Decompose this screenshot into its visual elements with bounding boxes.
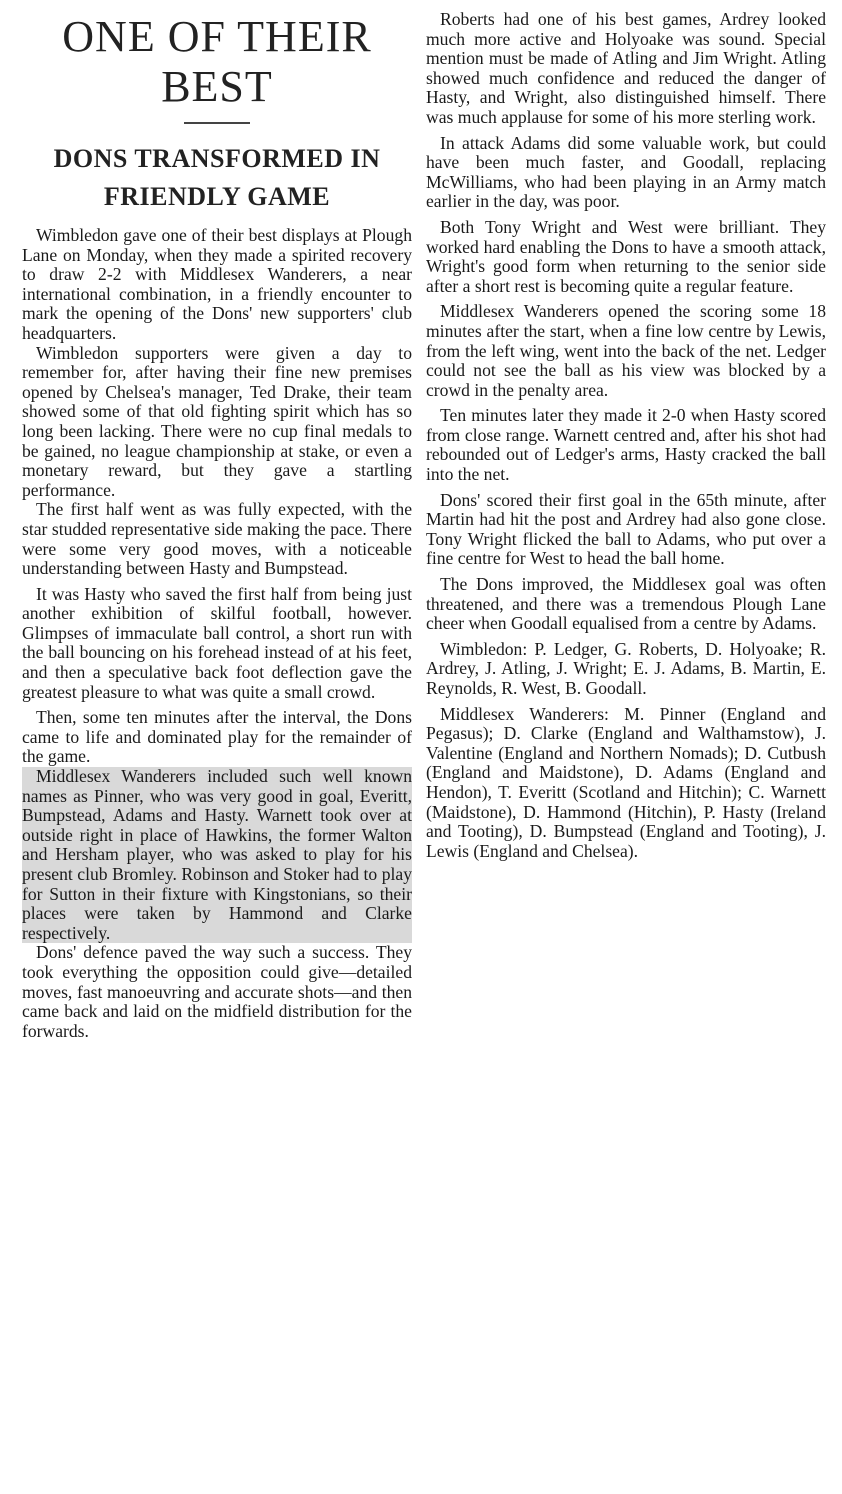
article-paragraph: In attack Adams did some valuable work, but could have been much faster, and Goodall, replacing McWilliams, who had been playing in an Army match earlier in the day, was poor. — [426, 132, 826, 212]
left-column — [22, 6, 412, 1041]
article-paragraph: Roberts had one of his best games, Ardrey looked much more active and Holyoake was sound. Special mention must be made of Atling and Jim Wright. Atling showed much confidence and reduced the danger of Hasty, and Wright, also distinguished himself. There was much applause for some of his more sterling work. — [426, 9, 826, 127]
right-column — [426, 10, 826, 861]
middlesex-wanderers-lineup: Middlesex Wanderers: M. Pinner (England and Pegasus); D. Clarke (England and Walthamstow), J. Valentine (England and Northern Nomads); D. Cutbush (England and Maidstone), D. Adams (England and Hendon), T. Everitt (Scotland and Hitchin); C. Warnett (Maidstone), D. Hammond (Hitchin), P. Hasty (Ireland and Tooting), D. Bumpstead (England and Tooting), J. Lewis (England and Chelsea). — [426, 703, 826, 861]
headline: ONE OF THEIR BEST — [62, 12, 372, 111]
article-paragraph: Ten minutes later they made it 2-0 when Hasty scored from close range. Warnett centred and, after his shot had rebounded out of Ledger's arms, Hasty cracked the ball into the net. — [426, 405, 826, 485]
article-paragraph: Wimbledon gave one of their best displays at Plough Lane on Monday, when they made a spirited recovery to draw 2-2 with Middlesex Wanderers, a near international combination, in a friendly encounter to mark the opening of the Dons' new supporters' club headquarters. — [22, 225, 412, 343]
article-paragraph: Wimbledon supporters were given a day to remember for, after having their fine new premises opened by Chelsea's manager, Ted Drake, their team showed some of that old fighting spirit which has so long been lacking. There were no cup final medals to be gained, no league championship at stake, or even a monetary reward, but they gave a startling performance. — [22, 342, 412, 500]
article-paragraph: Dons' scored their first goal in the 65th minute, after Martin had hit the post and Ardrey had also gone close. Tony Wright flicked the ball to Adams, who put over a fine centre for West to head the ball home. — [426, 489, 826, 569]
article-paragraph: Middlesex Wanderers included such well known names as Pinner, who was very good in goal, Everitt, Bumpstead, Adams and Hasty. Warnett took over at outside right in place of Hawkins, the former Walton and Hersham player, who was asked to play for his present club Bromley. Robinson and Stoker had to play for Sutton in their fixture with Kingstonians, so their places were taken by Hammond and Clarke respectively. — [22, 766, 412, 943]
team-lineups — [426, 640, 826, 862]
article-paragraph: The Dons improved, the Middlesex goal was often threatened, and there was a tremendous Plough Lane cheer when Goodall equalised from a centre by Adams. — [426, 574, 826, 634]
article-paragraph: Both Tony Wright and West were brilliant. They worked hard enabling the Dons to have a smooth attack, Wright's good form when returning to the senior side after a short rest is becoming quite a regular feature. — [426, 216, 826, 296]
wimbledon-lineup: Wimbledon: P. Ledger, G. Roberts, D. Holyoake; R. Ardrey, J. Atling, J. Wright; E. J. Adams, B. Martin, E. Reynolds, R. West, B. Goodall. — [426, 638, 826, 698]
article-paragraph: Then, some ten minutes after the interval, the Dons came to life and dominated play for the remainder of the game. — [22, 707, 412, 767]
headline-divider — [184, 122, 250, 124]
subheadline: DONS TRANSFORMED IN FRIENDLY GAME — [53, 144, 381, 211]
article-paragraph: Dons' defence paved the way such a success. They took everything the opposition could give—detailed moves, fast manoeuvring and accurate shots—and then came back and laid on the midfield distribution for the forwards. — [22, 942, 412, 1041]
article-paragraph: The first half went as was fully expected, with the star studded representative side making the pace. There were some very good moves, with a noticeable understanding between Hasty and Bumpstead. — [22, 499, 412, 579]
article-paragraph: Middlesex Wanderers opened the scoring some 18 minutes after the start, when a fine low centre by Lewis, from the left wing, went into the back of the net. Ledger could not see the ball as his view was blocked by a crowd in the penalty area. — [426, 301, 826, 400]
article-paragraph: It was Hasty who saved the first half from being just another exhibition of skilful football, however. Glimpses of immaculate ball control, a short run with the ball bouncing on his forehead instead of at his feet, and then a speculative back foot deflection gave the greatest pleasure to what was quite a small crowd. — [22, 583, 412, 702]
